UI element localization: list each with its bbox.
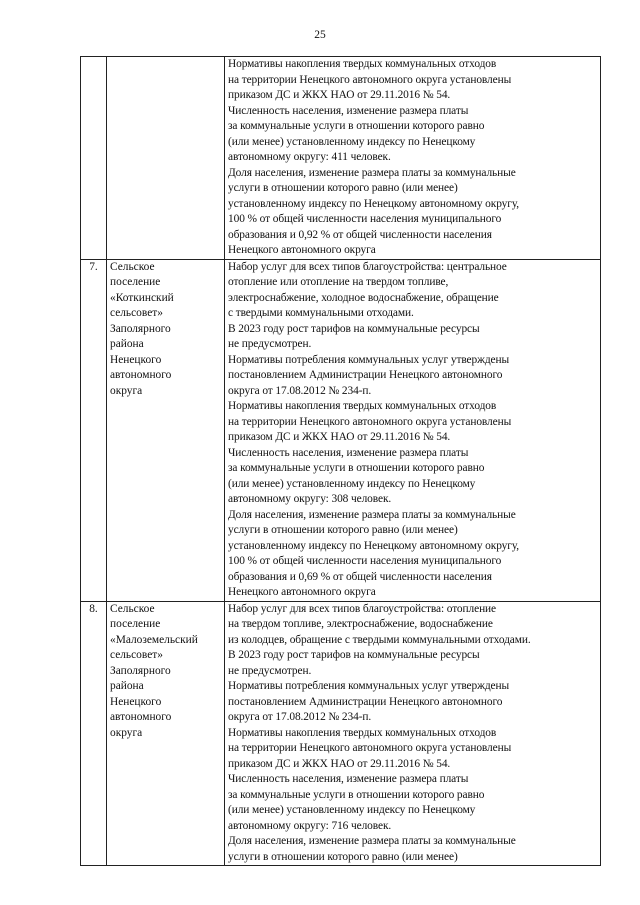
- description-line: Набор услуг для всех типов благоустройства: отопление: [228, 602, 497, 615]
- description-line: установленному индексу по Ненецкому автономному округу,: [228, 539, 520, 552]
- description-line: Доля населения, изменение размера платы за коммунальные: [228, 508, 516, 521]
- municipality-name-line: сельсовет»: [110, 649, 163, 661]
- description-line: установленному индексу по Ненецкому автономному округу,: [228, 197, 520, 210]
- municipality-name-line: Ненецкого: [110, 353, 162, 366]
- description-line: Численность населения, изменение размера платы: [228, 104, 469, 117]
- description-line: Доля населения, изменение размера платы за коммунальные: [228, 166, 516, 179]
- description-line: электроснабжение, холодное водоснабжение, обращение: [228, 291, 499, 304]
- row-number-cell: [81, 601, 107, 866]
- description-line: В 2023 году рост тарифов на коммунальные ресурсы: [228, 322, 480, 335]
- description-line: постановлением Администрации Ненецкого автономного: [228, 695, 503, 708]
- municipality-name-line: округа: [110, 384, 143, 397]
- description-line: не предусмотрен.: [228, 664, 312, 677]
- description-line: Ненецкого автономного округа: [228, 244, 376, 256]
- description-line: приказом ДС и ЖКХ НАО от 29.11.2016 № 54.: [228, 431, 451, 443]
- description-line: образования и 0,92 % от общей численности населения: [228, 228, 492, 241]
- description-line: не предусмотрен.: [228, 338, 312, 350]
- municipality-name-line: Ненецкого: [110, 695, 162, 708]
- description-line: Нормативы накопления твердых коммунальных отходов: [228, 400, 497, 412]
- description-line: автономному округу: 716 человек.: [228, 819, 392, 832]
- description-line: Нормативы накопления твердых коммунальных отходов: [228, 58, 497, 70]
- description-line: за коммунальные услуги в отношении которого равно: [228, 788, 485, 801]
- description-line: Ненецкого автономного округа: [228, 586, 376, 598]
- row-number-cell: [81, 259, 107, 601]
- description-line: постановлением Администрации Ненецкого автономного: [228, 369, 503, 381]
- row-number: 8.: [89, 602, 98, 615]
- table-row: [81, 601, 601, 866]
- description-line: с твердыми коммунальными отходами.: [228, 307, 414, 319]
- description-line: приказом ДС и ЖКХ НАО от 29.11.2016 № 54.: [228, 757, 451, 770]
- municipality-name-cell: [107, 57, 225, 260]
- municipality-name-line: Заполярного: [110, 664, 171, 677]
- description-line: за коммунальные услуги в отношении которого равно: [228, 462, 485, 474]
- row-number-cell: [81, 57, 107, 260]
- description-line: Нормативы потребления коммунальных услуг утверждены: [228, 353, 510, 366]
- description-line: на твердом топливе, электроснабжение, водоснабжение: [228, 618, 493, 630]
- description-line: Доля населения, изменение размера платы за коммунальные: [228, 835, 516, 847]
- description-line: на территории Ненецкого автономного округа установлены: [228, 742, 512, 754]
- page-number: 25: [314, 29, 326, 41]
- municipality-name-line: поселение: [110, 276, 161, 288]
- municipality-name-line: поселение: [110, 618, 161, 630]
- description-line: услуги в отношении которого равно (или менее): [228, 850, 458, 863]
- municipality-name-line: «Малоземельский: [110, 633, 198, 646]
- table-row: [81, 259, 601, 601]
- description-line: из колодцев, обращение с твердыми коммунальными отходами.: [228, 633, 531, 646]
- description-line: округа от 17.08.2012 № 234-п.: [228, 711, 372, 723]
- description-line: за коммунальные услуги в отношении которого равно: [228, 120, 485, 132]
- municipality-name-line: автономного: [110, 369, 172, 381]
- municipality-name-line: района: [110, 680, 144, 692]
- description-line: 100 % от общей численности населения муниципального: [228, 555, 502, 567]
- description-line: округа от 17.08.2012 № 234-п.: [228, 384, 372, 397]
- municipality-name-line: Сельское: [110, 602, 155, 615]
- municipality-name-line: Заполярного: [110, 322, 171, 335]
- municipality-name-cell: [107, 259, 225, 601]
- description-cell: [225, 259, 601, 601]
- table-row: [81, 57, 601, 260]
- row-number: 7.: [89, 260, 98, 273]
- description-line: на территории Ненецкого автономного округа установлены: [228, 73, 512, 86]
- municipality-table: [80, 56, 601, 866]
- description-line: образования и 0,69 % от общей численности населения: [228, 570, 492, 583]
- municipality-name-line: автономного: [110, 711, 172, 723]
- description-line: (или менее) установленному индексу по Ненецкому: [228, 135, 476, 148]
- municipality-name-line: Сельское: [110, 260, 155, 273]
- municipality-name-line: района: [110, 338, 144, 350]
- description-line: Набор услуг для всех типов благоустройства: центральное: [228, 260, 507, 273]
- description-line: приказом ДС и ЖКХ НАО от 29.11.2016 № 54.: [228, 89, 451, 101]
- description-line: (или менее) установленному индексу по Ненецкому: [228, 804, 476, 816]
- description-line: автономному округу: 308 человек.: [228, 493, 392, 505]
- description-line: В 2023 году рост тарифов на коммунальные ресурсы: [228, 649, 480, 661]
- description-line: Численность населения, изменение размера платы: [228, 446, 469, 459]
- description-line: на территории Ненецкого автономного округа установлены: [228, 415, 512, 428]
- description-line: (или менее) установленному индексу по Ненецкому: [228, 477, 476, 490]
- description-line: Численность населения, изменение размера платы: [228, 773, 469, 785]
- description-cell: [225, 57, 601, 260]
- description-line: Нормативы накопления твердых коммунальных отходов: [228, 726, 497, 739]
- municipality-name-cell: [107, 601, 225, 866]
- table-body: [81, 57, 601, 866]
- description-line: услуги в отношении которого равно (или менее): [228, 182, 458, 194]
- description-line: услуги в отношении которого равно (или менее): [228, 524, 458, 536]
- municipality-name-line: сельсовет»: [110, 307, 163, 319]
- description-line: Нормативы потребления коммунальных услуг утверждены: [228, 680, 510, 692]
- description-cell: [225, 601, 601, 866]
- description-line: автономному округу: 411 человек.: [228, 151, 391, 163]
- description-line: отопление или отопление на твердом топливе,: [228, 276, 449, 288]
- description-line: 100 % от общей численности населения муниципального: [228, 213, 502, 225]
- municipality-name-line: «Коткинский: [110, 291, 174, 304]
- municipality-name-line: округа: [110, 726, 143, 739]
